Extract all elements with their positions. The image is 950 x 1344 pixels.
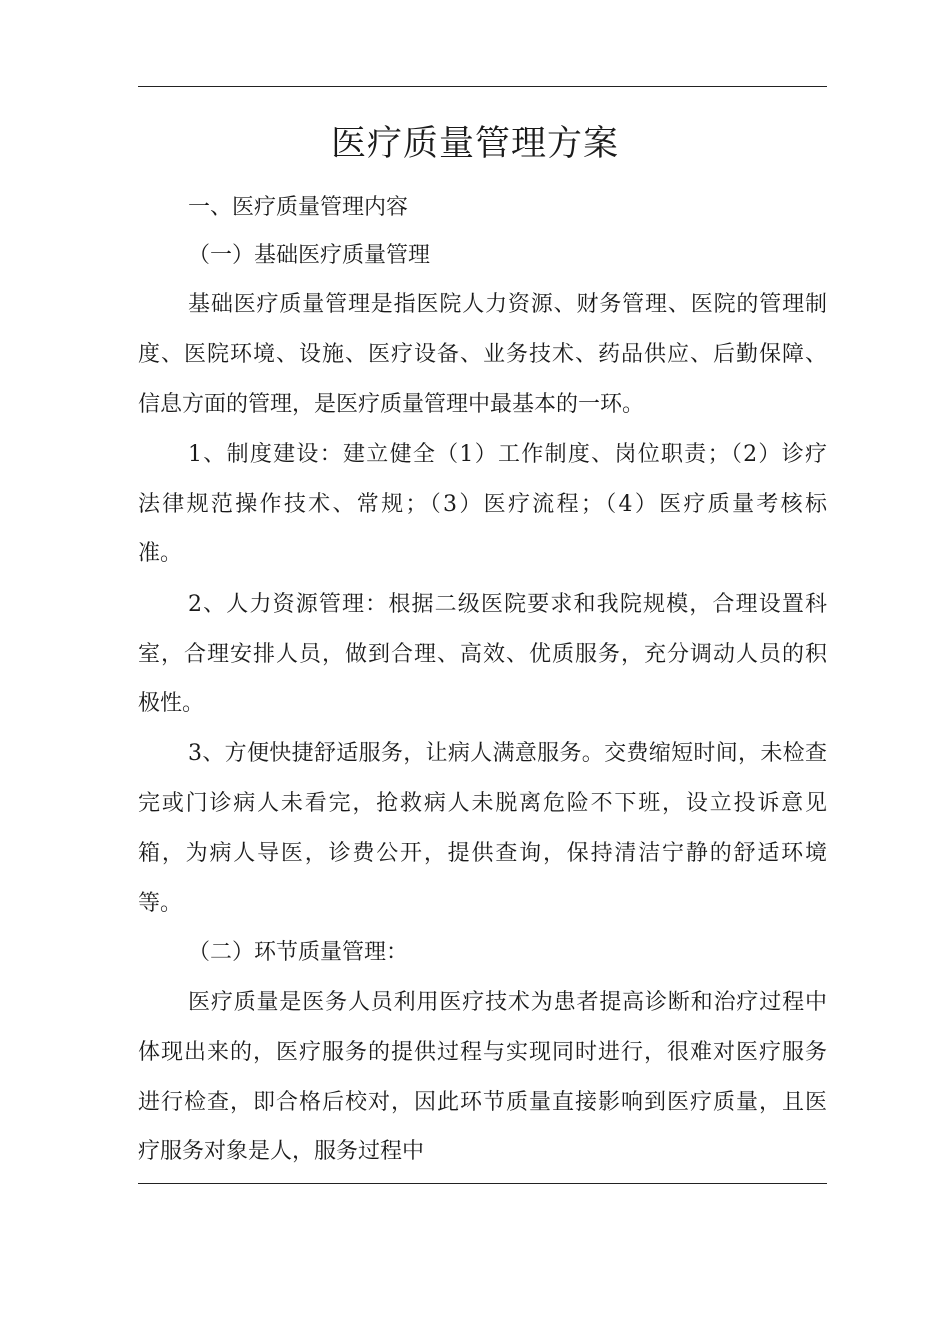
paragraph-line: 度、医院环境、设施、医疗设备、业务技术、药品供应、后勤保障、 [138, 342, 827, 367]
subsection-heading: （一）基础医疗质量管理 [188, 243, 431, 268]
paragraph-line: 极性。 [138, 691, 205, 716]
paragraph-line: 基础医疗质量管理是指医院人力资源、财务管理、医院的管理制 [188, 292, 827, 317]
footer-rule [138, 1183, 827, 1184]
paragraph-line: 等。 [138, 891, 183, 916]
paragraph-line: 体现出来的，医疗服务的提供过程与实现同时进行，很难对医疗服务 [138, 1040, 827, 1065]
paragraph-line: 室，合理安排人员，做到合理、高效、优质服务，充分调动人员的积 [138, 642, 827, 667]
paragraph-line: 进行检查，即合格后校对，因此环节质量直接影响到医疗质量，且医 [138, 1090, 827, 1115]
subsection-heading: （二）环节质量管理： [188, 940, 409, 965]
paragraph-line: 医疗质量是医务人员利用医疗技术为患者提高诊断和治疗过程中 [188, 990, 827, 1015]
paragraph-line: 准。 [138, 541, 183, 566]
paragraph-line: 疗服务对象是人，服务过程中 [138, 1139, 425, 1164]
paragraph-line: 法律规范操作技术、常规；（3）医疗流程；（4）医疗质量考核标 [138, 492, 827, 517]
section-heading: 一、医疗质量管理内容 [188, 195, 409, 220]
document-title: 医疗质量管理方案 [330, 124, 619, 164]
header-rule [138, 86, 827, 87]
paragraph-line: 3、方便快捷舒适服务，让病人满意服务。交费缩短时间，未检查 [188, 741, 827, 766]
paragraph-line: 2、人力资源管理：根据二级医院要求和我院规模，合理设置科 [188, 592, 827, 617]
paragraph-line: 信息方面的管理，是医疗质量管理中最基本的一环。 [138, 392, 645, 417]
paragraph-line: 1、制度建设：建立健全（1）工作制度、岗位职责；（2）诊疗 [188, 442, 827, 467]
paragraph-line: 完或门诊病人未看完，抢救病人未脱离危险不下班，设立投诉意见 [138, 791, 827, 816]
paragraph-line: 箱，为病人导医，诊费公开，提供查询，保持清洁宁静的舒适环境 [138, 841, 827, 866]
